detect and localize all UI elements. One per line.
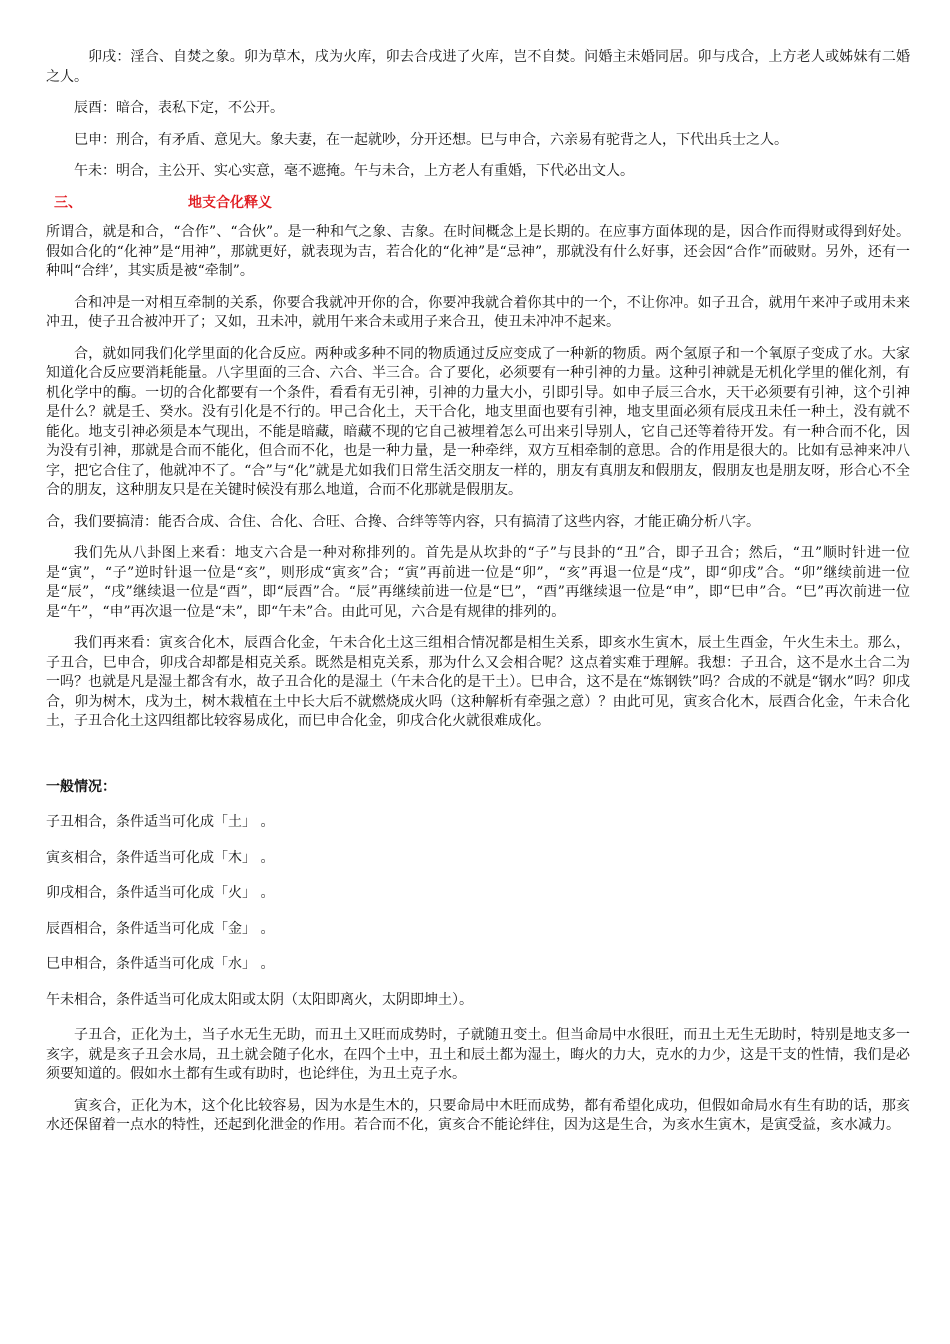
paragraph-chemistry: 合，就如同我们化学里面的化合反应。两种或多种不同的物质通过反应变成了一种新的物质。两个氢原子和一个氧原子变成了水。大家知道化合反应要消耗能量。八字里面的三合、六合、半三合。合了要化，必须要有一种引神的力量。这种引神就是无机化学里的催化剂，有机化学中的酶。一切的合化都要有一个条件，看看有无引神，引神的力量大小，引即引导。如申子辰三合水，天干必须要有引神，这个引神是什么？就是壬、癸水。没有引化是不行的。甲己合化土，天干合化，地支里面也要有引神，地支里面必须有辰戌丑未任一种土，没有就不能化。地支引神必须是本气现出，不能是暗藏，暗藏不现的它自己被埋着怎么可出来引导别人，它自己还等着待开发。有一种合而不化，因为没有引神，那就是合而不能化，但合而不化，也是一种力量，是一种牵绊，双方互相牵制的意思。合的作用是很大的。比如有忌神来冲八字，把它合住了，他就冲不了。“合”与“化”就是尤如我们日常生活交朋友一样的，朋友有真朋友和假朋友，假朋友也是朋友呀，形合心不全合的朋友，这种朋友只是在关键时候没有那么地道，合而不化那就是假朋友。: [46, 345, 910, 498]
list-item: 巳申相合，条件适当可化成「水」 。: [46, 956, 275, 972]
section-heading: [46, 194, 910, 214]
list-item: 子丑相合，条件适当可化成「土」 。: [46, 814, 275, 830]
general-label: 一般情况：: [46, 778, 116, 795]
paragraph-clarify: 合，我们要搞清：能否合成、合住、合化、合旺、合搀、合绊等等内容，只有搞清了这些内容，才能正确分析八字。: [46, 513, 760, 530]
list-item: 卯戌相合，条件适当可化成「火」 。: [46, 885, 275, 901]
paragraph-chenyou: 辰酉：暗合，表私下定，不公开。: [74, 100, 284, 116]
paragraph-zichou: 子丑合，正化为土，当子水无生无助，而丑土又旺而成势时，子就随丑变土。但当命局中水很旺，而丑土无生无助时，特别是地支多一亥字，就是亥子丑会水局，丑土就会随子化水，在四个土中，丑土和辰土都为湿土，晦火的力大，克水的力少，这是干支的性情，我们是必须要知道的。假如水土都有生或有助时，也论绊住，为丑土克子水。: [46, 1027, 910, 1082]
paragraph-wuwei: 午未：明合，主公开、实心实意，毫不遮掩。午与未合，上方老人有重婚，下代必出文人。: [74, 163, 634, 179]
paragraph-maoxu: 卯戌：淫合、自焚之象。卯为草木，戌为火库，卯去合戌进了火库，岂不自焚。问婚主未婚同居。卯与戌合，上方老人或姊妹有二婚之人。: [46, 49, 910, 85]
list-item: 辰酉相合，条件适当可化成「金」 。: [46, 920, 275, 937]
list-item: 午未相合，条件适当可化成太阳或太阴（太阳即离火，太阴即坤土）。: [46, 991, 473, 1008]
paragraph-yinhai: 寅亥合，正化为木，这个化比较容易，因为水是生木的，只要命局中木旺而成势，都有希望化成功，但假如命局水有生有助的话，那亥水还保留着一点水的特性，还起到化泄金的作用。若合而不化，寅亥合不能论绊住，因为这是生合，为亥水生寅木，是寅受益，亥水减力。: [46, 1097, 910, 1133]
paragraph-sishen: 巳申：刑合，有矛盾、意见大。象夫妻，在一起就吵，分开还想。巳与申合，六亲易有驼背之人，下代出兵士之人。: [74, 131, 788, 148]
list-item: 寅亥相合，条件适当可化成「木」 。: [46, 849, 275, 866]
paragraph-he-chong: 合和冲是一对相互牵制的关系，你要合我就冲开你的合，你要冲我就合着你其中的一个，不让你冲。如子丑合，就用午来冲子或用未来冲丑，使子丑合被冲开了；又如，丑未冲，就用午来合未或用子来合丑，使丑未冲冲不起来。: [46, 294, 910, 330]
paragraph-definition: 所谓合，就是和合，“合作”、“合伙”。是一种和气之象、吉象。在时间概念上是长期的。在应事方面体现的是，因合作而得财或得到好处。假如合化的“化神”是“用神”，那就更好，就表现为吉，若合化的“化神”是“忌神”，那就没有什么好事，还会因“合作”而破财。另外，还有一种叫“合绊’，其实质是被“牵制”。: [46, 224, 910, 279]
paragraph-analysis: 我们再来看：寅亥合化木，辰酉合化金，午未合化土这三组相合情况都是相生关系，即亥水生寅木，辰土生酉金，午火生未土。那么，子丑合，巳申合，卯戌合却都是相克关系。既然是相克关系，那为什么又会相合呢？这点着实难于理解。我想：子丑合，这不是水土合二为一吗？也就是凡是湿土都含有水，故子丑合化的是湿土（午未合化的是干土）。巳申合，这不是在“炼钢铁”吗？合成的不就是“钢水”吗？卯戌合，卯为树木，戌为土，树木栽植在土中长大后不就燃烧成火吗（这种解析有牵强之意）？由此可见，寅亥合化木，辰酉合化金，午未合化土，子丑合化土这四组都比较容易成化，而巳申合化金，卯戌合化火就很难成化。: [46, 635, 910, 729]
document-page: [46, 48, 910, 1148]
section-title: 地支合化释义: [188, 194, 272, 211]
paragraph-bagua: 我们先从八卦图上来看：地支六合是一种对称排列的。首先是从坎卦的“子”与艮卦的“丑”合，即子丑合；然后，“丑”顺时针进一位是“寅”，“子”逆时针退一位是“亥”，则形成“寅亥”合；“寅”再前进一位是“卯”，“亥”再退一位是“戌”，即“卯戌”合。“卯”继续前进一位是“辰”，“戌”继续退一位是“酉”，即“辰酉”合。“辰”再继续前进一位是“巳”，“酉”再继续退一位是“申”，即“巳申”合。“巳”再次前进一位是“午”，“申”再次退一位是“未”，即“午未”合。由此可见，六合是有规律的排列的。: [46, 545, 910, 620]
section-number: 三、: [54, 194, 82, 211]
